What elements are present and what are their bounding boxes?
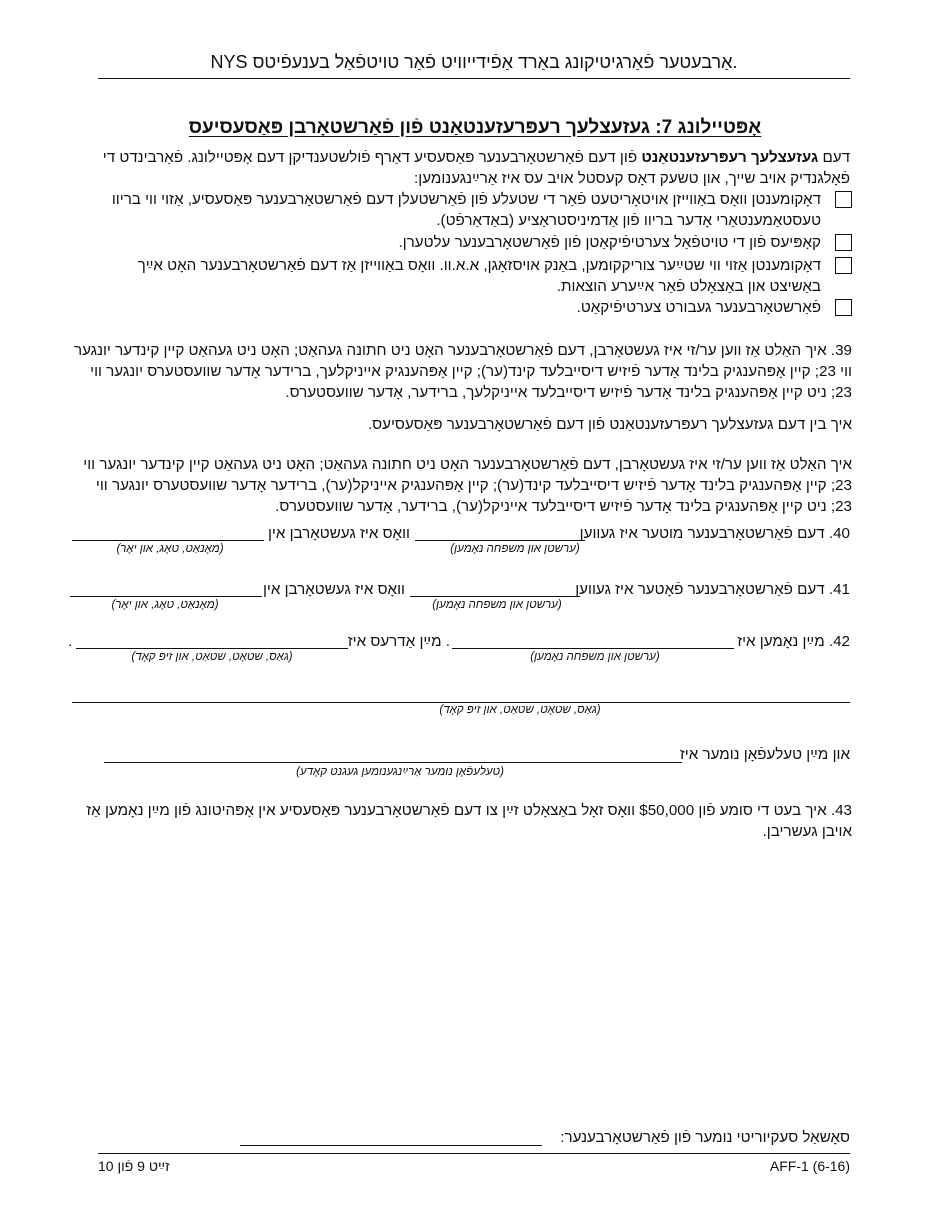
checklist-item-text: דאָקומענטן אַזוי ווי שטײַער צוריקקומען, באַנק אויסזאָגן, א.א.וו. וואָס באַווייזן אַז דעם פֿאַרשטאָרבענער האָט אײַך באַשיצט און באַצאָלט פֿאַר אײַערע הוצאות. — [137, 257, 821, 295]
q40-date-caption: (מאָנאַט, טאָג, און יאָר) — [116, 543, 224, 555]
address-line-2-field[interactable] — [72, 702, 850, 703]
father-death-date-field[interactable] — [70, 596, 262, 597]
intro-rest: פֿון דעם פֿאַרשטאָרבענער פּאַסעסיע דאַרף פֿולשטענדיקן דעם אָפּטיילונג. פֿאַרבינדט די פֿאָלגנדיק אויב שייך, און טשעק דאָס קעסטל אויב עס איז אַרײַנגענומען: — [102, 149, 850, 187]
footer-divider — [98, 1153, 850, 1154]
representative-statement: איך בין דעם געזעצלעך רעפּרעזענטאַנט פֿון דעם פֿאַרשטאָרבענער פּאַסעסיעס. — [367, 416, 852, 433]
form-id: AFF-1 (6-16) — [769, 1158, 850, 1174]
checklist-item-1[interactable] — [72, 189, 852, 231]
q40-label: 40. דעם פֿאַרשטאָרבענער מוטער איז געווען — [579, 525, 850, 542]
section-title-text: אָפּטיילונג 7: געזעצלעך רעפּרעזענטאַנט פֿון פֿאַרשטאָרבן פּאַסעסיעס — [188, 117, 762, 138]
address-line-1-field[interactable] — [76, 648, 348, 649]
checkbox[interactable] — [835, 234, 852, 251]
question-39: 39. איך האַלט אַז ווען ער/זי איז געשטאָרבן, דעם פֿאַרשטאָרבענער האָט ניט חתונה געהאַט; האָט ניט געהאַט קיין קינדער יונגער ווי 23; קיין אָפּהענגיק בלינד אָדער פֿיזיש דיסייבלעד קינד(ער); קיין אָפּהענגיק אייניקלעך, ברידער אָדער שוועסטערס יונגער ווי 23; ניט קיין אָפּהענגיק בלינד אָדער פֿיזיש דיסייבלעד אייניקלעך, ברידער, אָדער שוועסטערס. — [74, 342, 852, 401]
page-number: זײַט 9 פֿון 10 — [98, 1158, 170, 1174]
q41-date-caption: (מאָנאַט, טאָג, און יאָר) — [111, 599, 219, 611]
q42-end-period: . — [68, 633, 73, 650]
mother-death-date-field[interactable] — [72, 540, 264, 541]
q42-address-caption: (גאַס, שטאָט, שטאַט, און זיפּ קאָד) — [131, 651, 293, 663]
q40-name-caption: (ערשטן און משפחה נאָמען) — [450, 543, 580, 555]
checklist-item-2[interactable] — [72, 232, 852, 253]
q41-died-label: וואָס איז געשטאָרבן אין — [262, 581, 405, 598]
question-43: 43. איך בעט די סומע פֿון $50,000 וואָס זאָל באַצאָלט זײַן צו דעם פֿאַרשטאָרבענער פּאַסעסיע אין אָפּהיטונג פֿון מײַן נאָמען אַז אויבן געשריבן. — [86, 802, 852, 840]
page-header: NYS אַרבעטער פֿאַרגיטיקונג באַרד אַפֿידייוויט פֿאַר טויטפֿאַל בענעפֿיטס. — [98, 52, 850, 79]
q40-died-label: וואָס איז געשטאָרבן אין — [267, 525, 410, 542]
ssn-label: סאָשאַל סעקיוריטי נומער פֿון פֿאַרשטאָרבענער: — [560, 1129, 850, 1146]
checklist-item-text: פֿאַרשטאָרבענער געבורט צערטיפֿיקאַט. — [576, 299, 821, 316]
checklist-item-4[interactable] — [72, 297, 852, 318]
phone-number-field[interactable] — [104, 762, 682, 763]
representative-declaration: איך האַלט אַז ווען ער/זי איז געשטאָרבן, דעם פֿאַרשטאָרבענער האָט ניט חתונה געהאַט; האָט ניט געהאַט קיין קינדער יונגער ווי 23; קיין אָפּהענגיק בלינד אָדער פֿיזיש דיסייבלעד קינד(ער); קיין אָפּהענגיק אייניקל(ער), ברידער אָדער שוועסטערס יונגער ווי 23; ניט קיין אָפּהענגיק בלינד אָדער פֿיזיש דיסייבלעד אייניקל(ער), ברידער, אָדער שוועסטערס. — [83, 456, 852, 515]
phone-label: און מײַן טעלעפֿאָן נומער איז — [679, 746, 850, 763]
intro-prefix: דעם — [818, 149, 850, 166]
ssn-field[interactable] — [240, 1145, 542, 1146]
q42-address-label: . מײַן אַדרעס איז — [347, 633, 450, 650]
section-title — [60, 117, 890, 139]
checkbox[interactable] — [835, 257, 852, 274]
phone-caption: (טעלעפֿאָן נומער אַרײַנגענומען געגנט קאָדע) — [296, 766, 504, 778]
my-name-field[interactable] — [452, 648, 734, 649]
address-line-2-caption: (גאַס, שטאָט, שטאַט, און זיפּ קאָד) — [439, 704, 601, 716]
checklist-item-text: דאָקומענטן וואָס באַווייזן אויטאָריטעט פֿאַר די שטעלע פֿון פֿאַרשטעלן דעם פֿאַרשטאָרבענער פּאַסעסיע, אַזוי ווי בריוו טעסטאַמענטאַרי אָדער בריוו פֿון אַדמיניסטראַציע (באַדאַרפֿט). — [111, 191, 821, 229]
q42-label: 42. מײַן נאָמען איז — [737, 633, 850, 650]
mother-name-field[interactable] — [415, 540, 585, 541]
checkbox[interactable] — [835, 191, 852, 208]
checklist-item-text: קאָפּיעס פֿון די טויטפֿאַל צערטיפֿיקאַטן פֿון פֿאַרשטאָרבענער עלטערן. — [398, 234, 821, 251]
q42-name-caption: (ערשטן און משפחה נאָמען) — [530, 651, 660, 663]
intro-paragraph — [90, 147, 850, 189]
q41-label: 41. דעם פֿאַרשטאָרבענער פֿאָטער איז געווען — [575, 581, 850, 598]
checklist-item-3[interactable] — [92, 255, 852, 297]
checkbox[interactable] — [835, 299, 852, 316]
intro-bold-term: געזעצלעך רעפּרעזענטאַנט — [641, 149, 819, 166]
q41-name-caption: (ערשטן און משפחה נאָמען) — [432, 599, 562, 611]
father-name-field[interactable] — [410, 596, 580, 597]
